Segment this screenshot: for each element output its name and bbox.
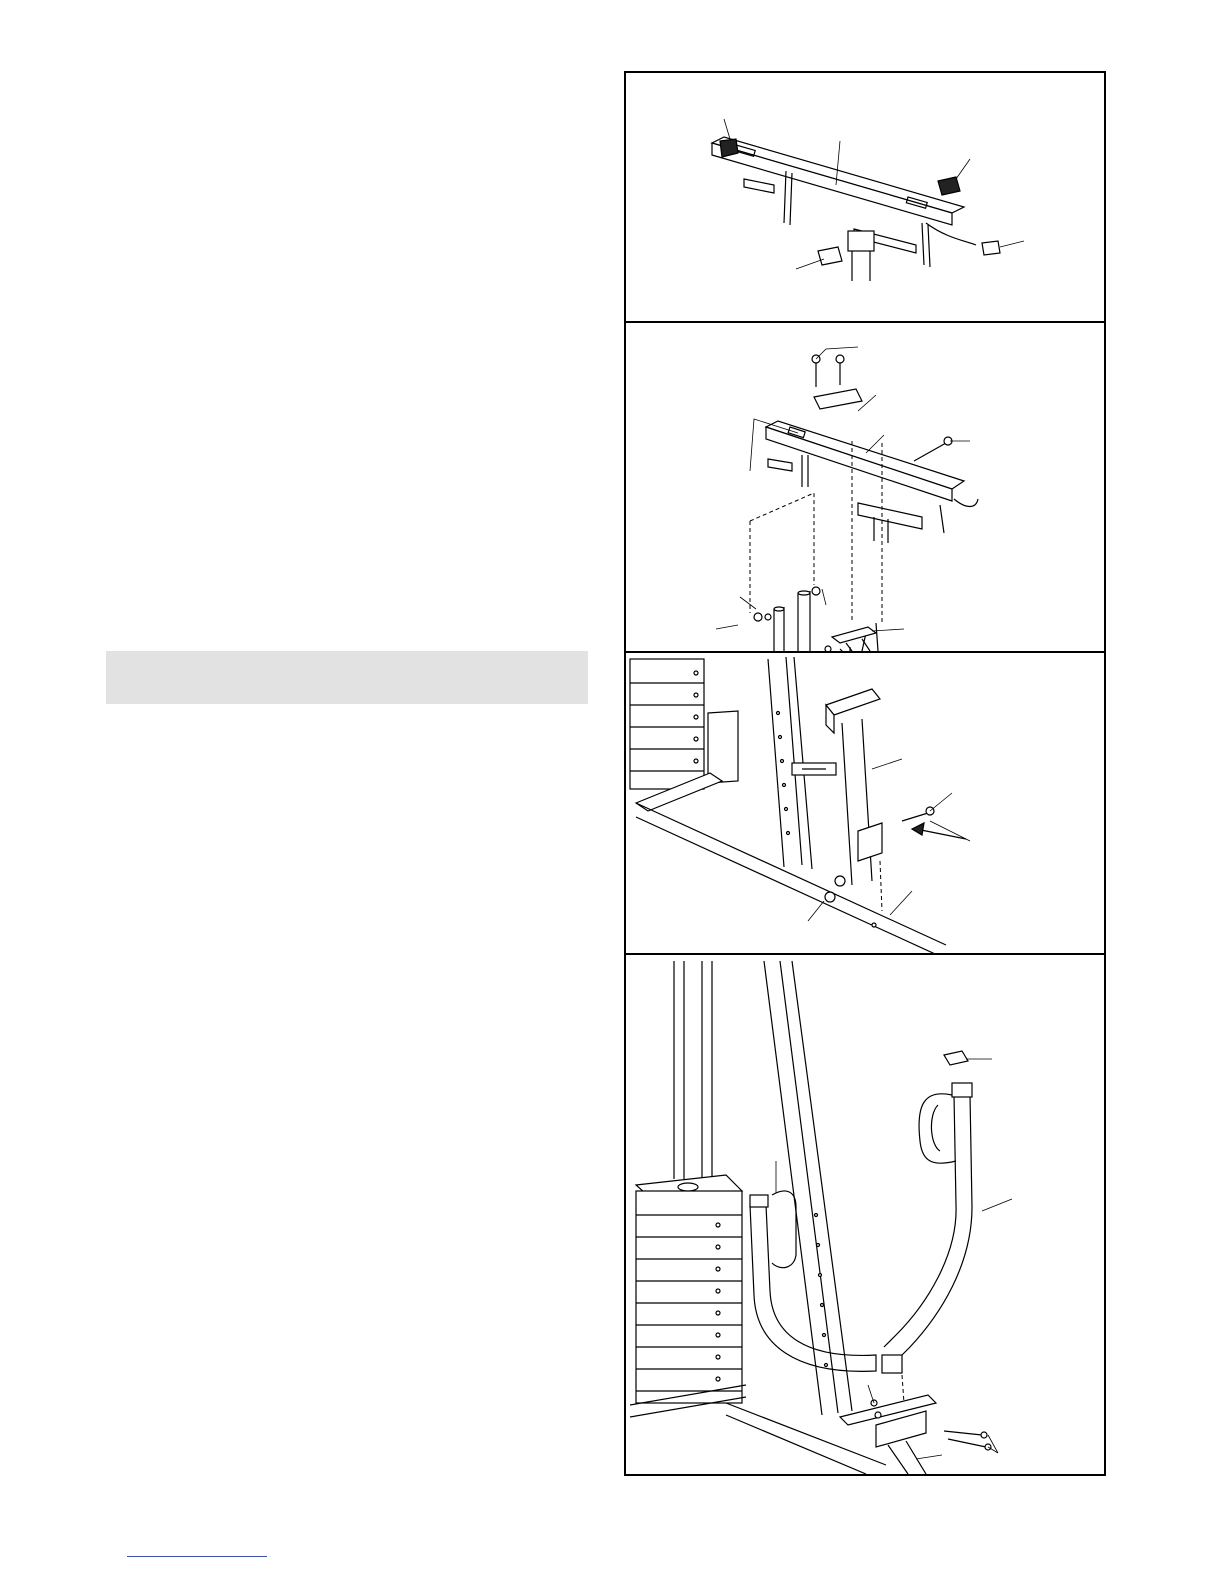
section-header-band xyxy=(106,651,588,704)
weight-stack-icon xyxy=(636,1175,742,1403)
end-cap-icon xyxy=(982,241,1000,255)
assembly-figure-4 xyxy=(626,955,1104,1474)
end-cap-icon xyxy=(818,247,842,265)
handle-arms-drawing xyxy=(626,955,1104,1474)
footer-link-underline xyxy=(127,1556,267,1557)
crossbar-frame-bolting-drawing xyxy=(626,323,1104,651)
assembly-figure-2 xyxy=(626,323,1104,653)
assembly-figures-column xyxy=(624,71,1106,1476)
upright-bracket-drawing xyxy=(626,653,1104,953)
assembly-figure-1 xyxy=(626,73,1104,323)
assembly-figure-3 xyxy=(626,653,1104,955)
arrow-icon xyxy=(912,823,924,835)
end-cap-icon xyxy=(938,177,960,195)
weight-stack-icon xyxy=(630,659,704,789)
crossbar-endcaps-drawing xyxy=(626,73,1104,321)
end-cap-icon xyxy=(944,1051,968,1065)
